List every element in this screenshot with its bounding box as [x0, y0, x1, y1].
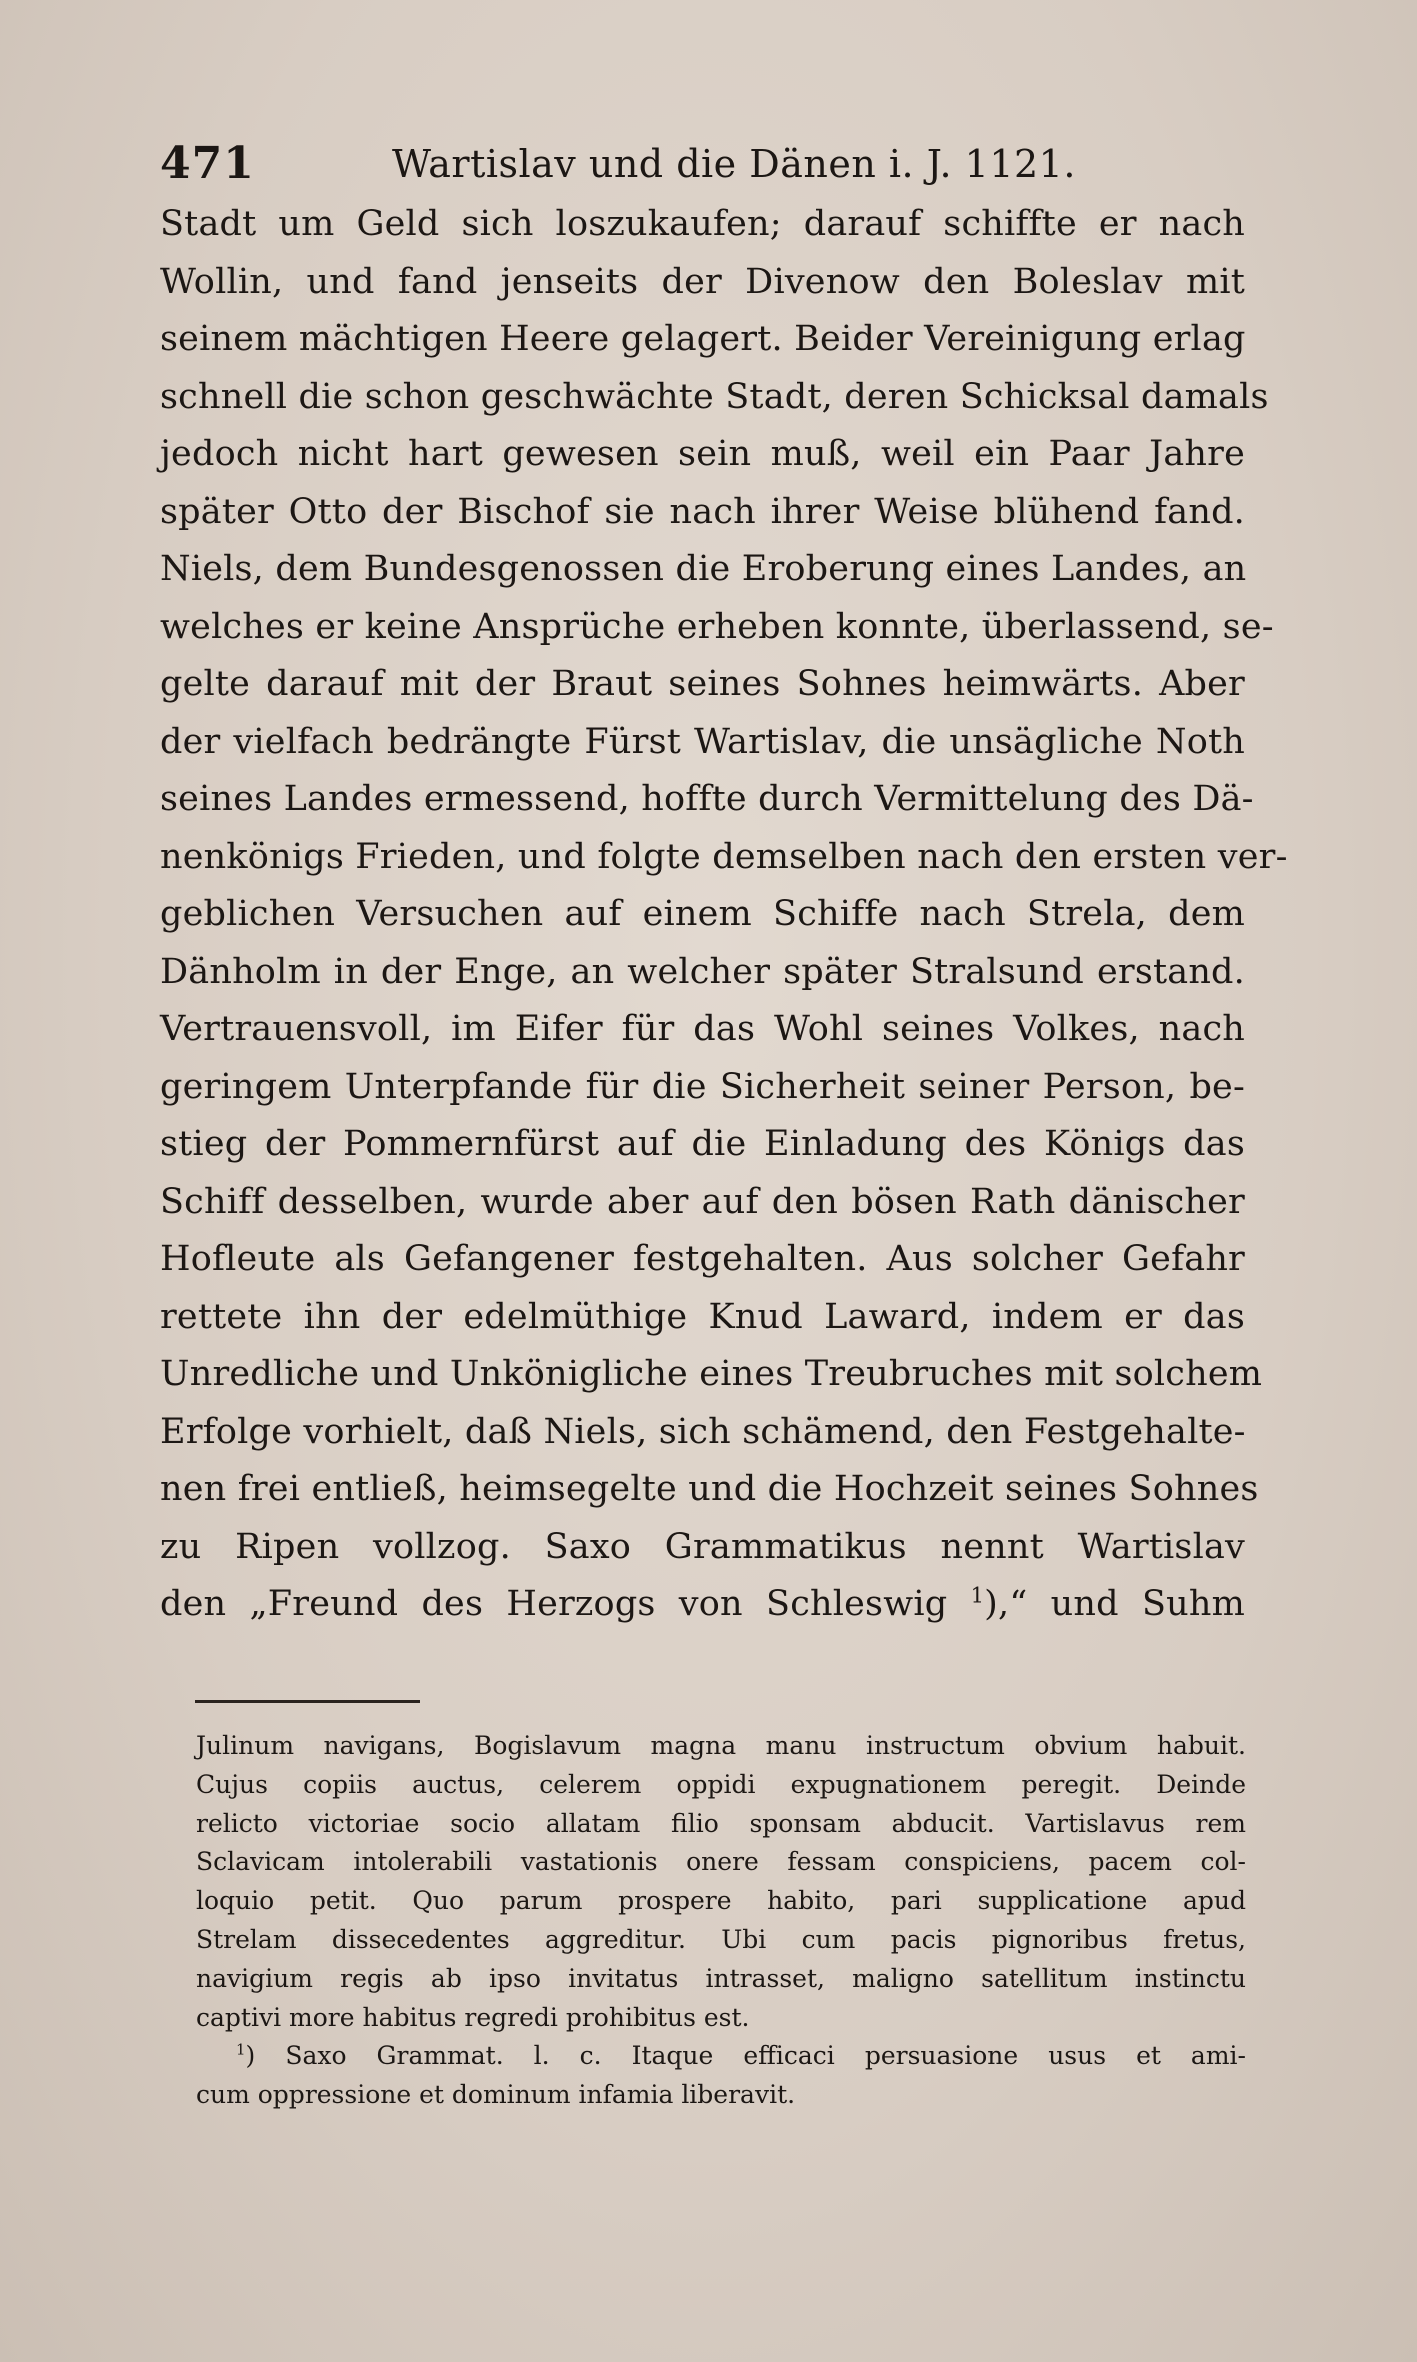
footnote-separator — [195, 1700, 420, 1703]
footnote-line: loquio petit. Quo parum prospere habito, pari supplicatione apud — [196, 1886, 1246, 1916]
text-line: geblichen Versuchen auf einem Schiffe nach Strela, dem — [160, 894, 1245, 934]
footnote-line: Julinum navigans, Bogislavum magna manu instructum obvium habuit. — [196, 1731, 1246, 1760]
last-line-start: den „Freund des Herzogs von Schleswig — [160, 1584, 948, 1624]
footnote-line: relicto victoriae socio allatam filio sponsam abducit. Vartislavus rem — [196, 1808, 1246, 1838]
text-line: schnell die schon geschwächte Stadt, deren Schicksal damals — [160, 376, 1269, 417]
text-line: Hofleute als Gefangener festgehalten. Aus solcher Gefahr — [160, 1239, 1245, 1279]
text-line: welches er keine Ansprüche erheben konnte, überlassend, se- — [160, 606, 1274, 647]
text-line: Niels, dem Bundesgenossen die Eroberung eines Landes, an — [160, 549, 1247, 589]
text-line: Wollin, und fand jenseits der Divenow den Boleslav mit — [160, 261, 1245, 302]
footnote-1-line: cum oppressione et dominum infamia liberavit. — [196, 2080, 796, 2110]
text-line: Vertrauensvoll, im Eifer für das Wohl seines Volkes, nach — [160, 1009, 1245, 1049]
text-line: nenkönigs Frieden, und folgte demselben nach den ersten ver- — [160, 836, 1288, 877]
text-line: geringem Unterpfande für die Sicherheit seiner Person, be- — [160, 1066, 1245, 1107]
text-line: seines Landes ermessend, hoffte durch Vermittelung des Dä- — [160, 779, 1254, 819]
footnote-line: Sclavicam intolerabili vastationis onere fessam conspiciens, pacem col- — [196, 1847, 1246, 1877]
text-line: Schiff desselben, wurde aber auf den bösen Rath dänischer — [160, 1181, 1245, 1222]
footnote-1-text: ) Saxo Grammat. l. c. Itaque efficaci persuasione usus et ami- — [245, 2041, 1246, 2071]
text-line: zu Ripen vollzog. Saxo Grammatikus nennt Wartislav — [160, 1526, 1245, 1567]
text-line: stieg der Pommernfürst auf die Einladung des Königs das — [160, 1124, 1245, 1164]
main-text — [160, 196, 1288, 1634]
text-line: nen frei entließ, heimsegelte und die Hochzeit seines Sohnes — [160, 1469, 1259, 1509]
text-line: jedoch nicht hart gewesen sein muß, weil ein Paar Jahre — [160, 434, 1245, 474]
footnote-1-line — [196, 2037, 1246, 2076]
last-line-end: ),“ und Suhm — [984, 1584, 1246, 1624]
text-line: Dänholm in der Enge, an welcher später Stralsund erstand. — [160, 951, 1245, 992]
text-line: Stadt um Geld sich loszukaufen; darauf schiffte er nach — [160, 204, 1245, 244]
footnote-line: Strelam dissecedentes aggreditur. Ubi cum pacis pignoribus fretus, — [196, 1924, 1246, 1954]
text-line: der vielfach bedrängte Fürst Wartislav, die unsägliche Noth — [160, 721, 1245, 762]
footnote-reference: 1 — [970, 1583, 985, 1608]
text-line-last — [160, 1576, 1245, 1634]
text-line: Unredliche und Unkönigliche eines Treubruches mit solchem — [160, 1354, 1263, 1394]
text-line: gelte darauf mit der Braut seines Sohnes heimwärts. Aber — [160, 664, 1245, 704]
text-line: später Otto der Bischof sie nach ihrer Weise blühend fand. — [160, 491, 1245, 532]
text-line: Erfolge vorhielt, daß Niels, sich schämend, den Festgehalte- — [160, 1411, 1246, 1452]
footnotes — [196, 1727, 1246, 2115]
page-header — [160, 138, 1260, 198]
page-number: 471 — [160, 138, 255, 189]
footnote-line: navigium regis ab ipso invitatus intrasset, maligno satellitum instinctu — [196, 1963, 1246, 1993]
running-title: Wartislav und die Dänen i. J. 1121. — [392, 142, 1076, 186]
footnote-marker: 1 — [236, 2041, 246, 2060]
text-line: seinem mächtigen Heere gelagert. Beider Vereinigung erlag — [160, 319, 1246, 359]
text-line: rettete ihn der edelmüthige Knud Laward, indem er das — [160, 1296, 1245, 1337]
footnote-line: captivi more habitus regredi prohibitus est. — [196, 2002, 750, 2032]
footnote-line: Cujus copiis auctus, celerem oppidi expugnationem peregit. Deinde — [196, 1769, 1246, 1799]
